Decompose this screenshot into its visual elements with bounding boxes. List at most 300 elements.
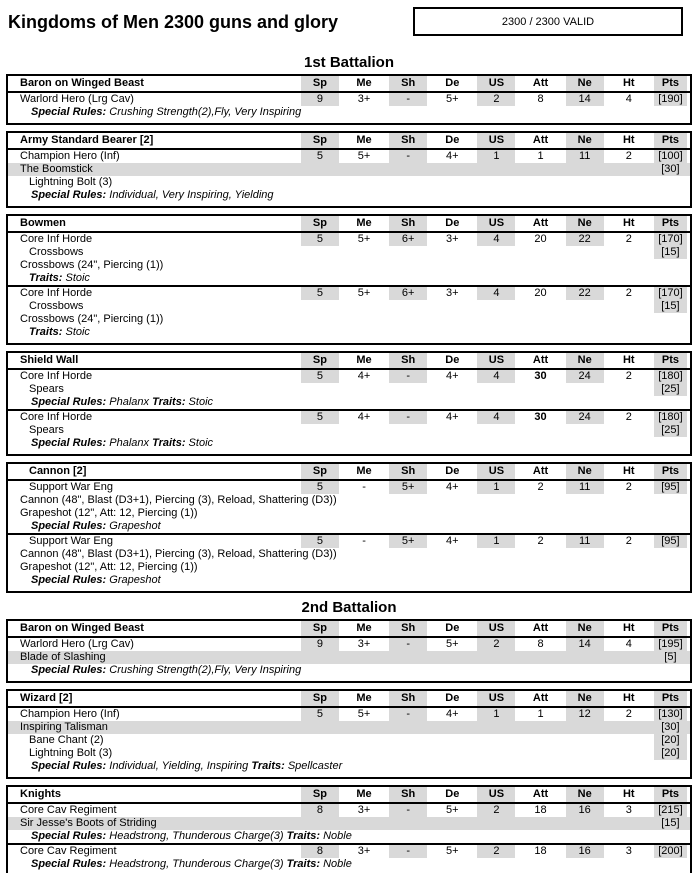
- profile-type: Core Inf Horde: [7, 286, 298, 300]
- rules-cell: [7, 189, 651, 207]
- stat-value: 5: [298, 232, 342, 246]
- rules-label: Traits:: [251, 760, 285, 772]
- stat-col-header: Att: [518, 215, 562, 232]
- stat-value: 2: [537, 481, 544, 493]
- pts-value: [5]: [651, 651, 691, 664]
- profile-row: [7, 803, 691, 817]
- upgrade-name: Spears: [29, 424, 64, 436]
- stat-value: 1: [474, 707, 518, 721]
- unit-header: [7, 352, 691, 369]
- stat-col-header: Sp: [298, 215, 342, 232]
- upgrade-row: [7, 747, 691, 760]
- stat-value: 4: [474, 410, 518, 424]
- profile-type: Core Cav Regiment: [20, 804, 117, 816]
- item-name: Inspiring Talisman: [7, 721, 651, 734]
- stat-value: 24: [563, 410, 607, 424]
- profile-row: [7, 534, 691, 548]
- unit-block: [7, 803, 691, 844]
- stat-value: 3+: [357, 638, 371, 650]
- stat-col-header: Ht: [607, 352, 651, 369]
- stat-col-header: Sp: [298, 620, 342, 637]
- pts-value: [30]: [651, 163, 691, 176]
- stat-value: 2: [474, 803, 518, 817]
- unit-name: Cannon [2]: [7, 463, 298, 480]
- stat-value: 5+: [386, 534, 430, 548]
- rules-row: [7, 396, 691, 410]
- stat-value: 22: [563, 232, 607, 246]
- rules-row: [7, 830, 691, 844]
- weapon-name: Grapeshot (12", Att: 12, Piercing (1)): [20, 561, 198, 573]
- pts-value: [215]: [651, 803, 691, 817]
- unit-block: [7, 844, 691, 873]
- pts-value: [25]: [651, 424, 691, 437]
- stat-col-header: Sp: [298, 690, 342, 707]
- stat-col-header: Ne: [563, 690, 607, 707]
- pts-value: [651, 760, 691, 778]
- stat-col-header: Ht: [607, 463, 651, 480]
- item-name: Blade of Slashing: [7, 651, 651, 664]
- pts-value: [651, 520, 691, 534]
- rules-row: [7, 189, 691, 207]
- stat-value: 5: [298, 707, 342, 721]
- rules-text: Stoic: [62, 272, 90, 284]
- stat-value: 3+: [430, 286, 474, 300]
- stat-value: 5+: [342, 286, 386, 300]
- profile-type: Support War Eng: [7, 534, 298, 548]
- upgrade-row: [7, 246, 691, 259]
- stat-col-header: Att: [518, 352, 562, 369]
- item-name: Sir Jesse's Boots of Striding: [7, 817, 651, 830]
- weapon-name: Crossbows (24", Piercing (1)): [20, 313, 164, 325]
- stat-value: 4: [625, 638, 632, 650]
- profile-type: Core Inf Horde: [20, 233, 93, 245]
- unit-header-row: [7, 690, 691, 707]
- unit-table: [6, 462, 692, 593]
- unit-name: Knights: [7, 786, 298, 803]
- stat-value: 3+: [342, 844, 386, 858]
- upgrade-row: [7, 424, 691, 437]
- stat-col-header: Me: [342, 352, 386, 369]
- stat-value: 2: [625, 481, 632, 493]
- pts-value: [651, 326, 691, 344]
- army-list: [6, 54, 692, 873]
- stat-col-header: Sh: [386, 352, 430, 369]
- stat-value: 3+: [357, 804, 371, 816]
- upgrade-name: Lightning Bolt (3): [29, 747, 113, 759]
- stat-col-header: Sh: [386, 132, 430, 149]
- pts-value: [100]: [651, 149, 691, 163]
- stat-value: 3+: [357, 93, 371, 105]
- item-row: [7, 651, 691, 664]
- battalion-heading: 1st Battalion: [303, 54, 394, 71]
- stat-col-header: Sp: [298, 132, 342, 149]
- unit-table: [6, 131, 692, 208]
- stat-col-header: De: [430, 786, 474, 803]
- stat-value: 4+: [446, 708, 459, 720]
- stat-value: 3: [625, 804, 632, 816]
- unit-header-row: [7, 463, 691, 480]
- stat-value: 2: [474, 844, 518, 858]
- stat-col-header: Ne: [563, 352, 607, 369]
- rules-text: Grapeshot: [106, 520, 161, 532]
- stat-col-header: Att: [518, 75, 562, 92]
- stat-col-header: Att: [518, 463, 562, 480]
- unit-block: [7, 480, 691, 534]
- stat-col-header: Ne: [563, 463, 607, 480]
- upgrade-name: Crossbows: [29, 246, 84, 258]
- stat-value: 4: [474, 286, 518, 300]
- stat-value: 20: [518, 286, 562, 300]
- stat-value: 14: [563, 92, 607, 106]
- rules-label: Traits:: [152, 437, 186, 449]
- unit-name: Wizard [2]: [7, 690, 298, 707]
- pts-value: [651, 858, 691, 873]
- stat-col-header: Sp: [298, 463, 342, 480]
- unit-block: [7, 92, 691, 124]
- stat-value: -: [342, 534, 386, 548]
- stat-col-header: Ne: [563, 132, 607, 149]
- weapon-row: [7, 259, 691, 272]
- rules-label: Special Rules:: [31, 106, 107, 118]
- unit-block: [7, 369, 691, 410]
- pts-value: [200]: [651, 844, 691, 858]
- stat-col-header: Sh: [386, 215, 430, 232]
- stat-value: 5+: [446, 638, 459, 650]
- stat-col-header: Ne: [563, 620, 607, 637]
- stat-value: 5: [298, 480, 342, 494]
- stat-col-header: US: [474, 620, 518, 637]
- stat-value: 4+: [430, 410, 474, 424]
- stat-value: -: [386, 149, 430, 163]
- stat-col-header: US: [474, 352, 518, 369]
- pts-value: [170]: [651, 232, 691, 246]
- stat-value: 1: [474, 534, 518, 548]
- profile-row: [7, 637, 691, 651]
- pts-value: [190]: [651, 92, 691, 106]
- unit-name: Bowmen: [7, 215, 298, 232]
- stat-value: -: [386, 707, 430, 721]
- pts-value: [651, 437, 691, 455]
- stat-value: 2: [607, 286, 651, 300]
- page-header: [6, 7, 692, 38]
- stat-value: 18: [518, 844, 562, 858]
- unit-block: [7, 232, 691, 286]
- pts-value: [25]: [651, 383, 691, 396]
- rules-row: [7, 272, 691, 286]
- stat-col-header: Sh: [386, 75, 430, 92]
- pts-value: [651, 106, 691, 124]
- stat-col-header: Pts: [651, 620, 691, 637]
- stat-value: 9: [298, 637, 342, 651]
- stat-value: 5: [298, 534, 342, 548]
- stat-col-header: US: [474, 463, 518, 480]
- unit-header: [7, 215, 691, 232]
- rules-text: Headstrong, Thunderous Charge(3): [106, 830, 287, 842]
- stat-value: 5+: [386, 480, 430, 494]
- stat-value: 1: [474, 480, 518, 494]
- unit-header: [7, 690, 691, 707]
- rules-text: Stoic: [185, 396, 214, 408]
- upgrade-row: [7, 300, 691, 313]
- stat-col-header: Pts: [651, 215, 691, 232]
- stat-col-header: US: [474, 690, 518, 707]
- profile-type: Champion Hero (Inf): [20, 708, 120, 720]
- stat-value: [518, 410, 562, 424]
- unit-header: [7, 620, 691, 637]
- stat-col-header: Pts: [651, 786, 691, 803]
- unit-table: [6, 351, 692, 456]
- rules-text: Phalanx: [106, 396, 153, 408]
- stat-value: 4+: [357, 370, 371, 382]
- unit-block: [7, 149, 691, 207]
- stat-value: 4+: [446, 481, 459, 493]
- pts-value: [15]: [651, 300, 691, 313]
- stat-value: 16: [563, 844, 607, 858]
- stat-value: 24: [563, 369, 607, 383]
- unit-name: Army Standard Bearer [2]: [7, 132, 298, 149]
- rules-row: [7, 574, 691, 592]
- upgrade-name: Lightning Bolt (3): [29, 176, 113, 188]
- stat-col-header: Ht: [607, 215, 651, 232]
- page-title: Kingdoms of Men 2300 guns and glory: [8, 12, 339, 32]
- weapon-row: [7, 561, 691, 574]
- stat-value: [518, 369, 562, 383]
- stat-col-header: Sh: [386, 463, 430, 480]
- stat-col-header: Sh: [386, 620, 430, 637]
- stat-value: 11: [563, 480, 607, 494]
- stat-value: -: [362, 481, 366, 493]
- stat-value: 1: [537, 708, 544, 720]
- stat-col-header: Pts: [651, 463, 691, 480]
- stat-col-header: Ht: [607, 690, 651, 707]
- unit-header-row: [7, 620, 691, 637]
- pts-value: [180]: [651, 410, 691, 424]
- unit-name: Baron on Winged Beast: [7, 620, 298, 637]
- stat-value: 8: [298, 803, 342, 817]
- profile-row: [7, 232, 691, 246]
- pts-value: [20]: [651, 747, 691, 760]
- stat-value: 5+: [357, 233, 371, 245]
- item-row: [7, 721, 691, 734]
- upgrade-name: Spears: [29, 383, 64, 395]
- stat-col-header: De: [430, 690, 474, 707]
- upgrade-row: [7, 734, 691, 747]
- rules-label: Special Rules:: [31, 858, 107, 870]
- stat-value: -: [386, 844, 430, 858]
- unit-header-row: [7, 132, 691, 149]
- stat-value: 14: [563, 637, 607, 651]
- rules-text: Individual, Yielding, Inspiring: [106, 760, 252, 772]
- rules-label: Special Rules:: [31, 189, 107, 201]
- profile-type: Core Inf Horde: [20, 370, 93, 382]
- unit-table: [6, 74, 692, 125]
- stat-col-header: Pts: [651, 352, 691, 369]
- weapon-row: [7, 548, 691, 561]
- stat-col-header: Me: [342, 690, 386, 707]
- weapon-name: Crossbows (24", Piercing (1)): [20, 259, 164, 271]
- rules-label: Special Rules:: [31, 520, 107, 532]
- stat-col-header: Sh: [386, 786, 430, 803]
- pts-value: [651, 561, 691, 574]
- stat-value: 4: [625, 93, 632, 105]
- stat-col-header: Ht: [607, 132, 651, 149]
- stat-value: -: [386, 637, 430, 651]
- stat-col-header: US: [474, 75, 518, 92]
- stat-col-header: Ht: [607, 786, 651, 803]
- stat-value: 8: [298, 844, 342, 858]
- stat-value: 2: [607, 410, 651, 424]
- pts-value: [651, 272, 691, 286]
- pts-value: [170]: [651, 286, 691, 300]
- stat-value: 2: [518, 534, 562, 548]
- rules-cell: [7, 830, 651, 844]
- stat-col-header: De: [430, 75, 474, 92]
- rules-text: Crushing Strength(2),Fly, Very Inspiring: [106, 664, 302, 676]
- stat-col-header: De: [430, 352, 474, 369]
- stat-col-header: Pts: [651, 690, 691, 707]
- stat-value: 2: [474, 92, 518, 106]
- stat-value: 8: [537, 93, 544, 105]
- stat-col-header: Ht: [607, 620, 651, 637]
- profile-type: Support War Eng: [29, 481, 113, 493]
- unit-block: [7, 534, 691, 592]
- profile-type: Warlord Hero (Lrg Cav): [20, 93, 134, 105]
- pts-value: [651, 830, 691, 844]
- stat-col-header: Pts: [651, 132, 691, 149]
- weapon-row: [7, 507, 691, 520]
- stat-value: 2: [607, 534, 651, 548]
- pts-value: [651, 548, 691, 561]
- rules-text: Noble: [320, 830, 352, 842]
- rules-row: [7, 858, 691, 873]
- stat-col-header: Pts: [651, 75, 691, 92]
- unit-header: [7, 463, 691, 480]
- stat-col-header: US: [474, 786, 518, 803]
- stat-value: 4+: [446, 370, 459, 382]
- stat-value: 2: [625, 150, 632, 162]
- rules-row: [7, 664, 691, 682]
- weapon-name: Grapeshot (12", Att: 12, Piercing (1)): [20, 507, 198, 519]
- stat-value: 5+: [446, 93, 459, 105]
- stat-value: 5+: [357, 708, 371, 720]
- stat-value: 5: [298, 149, 342, 163]
- profile-type: Core Cav Regiment: [7, 844, 298, 858]
- rules-cell: [7, 760, 651, 778]
- stat-value: 6+: [386, 232, 430, 246]
- rules-row: [7, 760, 691, 778]
- rules-label: Traits:: [29, 272, 63, 284]
- pts-value: [651, 176, 691, 189]
- stat-value: 11: [563, 534, 607, 548]
- unit-table: [6, 619, 692, 683]
- stat-value: 5: [298, 286, 342, 300]
- stat-col-header: Ht: [607, 75, 651, 92]
- stat-value: 5+: [357, 150, 371, 162]
- unit-table: [6, 689, 692, 779]
- unit-name: Baron on Winged Beast: [7, 75, 298, 92]
- stat-value: 18: [534, 804, 547, 816]
- rules-cell: [7, 520, 651, 534]
- pts-value: [130]: [651, 707, 691, 721]
- rules-cell: [7, 106, 651, 124]
- weapon-row: [7, 494, 691, 507]
- stat-col-header: De: [430, 215, 474, 232]
- stat-value: 8: [537, 638, 544, 650]
- stat-value: 5+: [430, 844, 474, 858]
- stat-value: 5+: [446, 804, 459, 816]
- stat-col-header: Sp: [298, 75, 342, 92]
- rules-row: [7, 326, 691, 344]
- pts-value: [15]: [651, 246, 691, 259]
- stat-value: 12: [563, 707, 607, 721]
- rules-text: Stoic: [185, 437, 214, 449]
- stat-value: -: [386, 369, 430, 383]
- pts-value: [651, 259, 691, 272]
- rules-label: Special Rules:: [31, 437, 107, 449]
- stat-col-header: Att: [518, 620, 562, 637]
- profile-type: Core Inf Horde: [7, 410, 298, 424]
- stat-value: 2: [474, 637, 518, 651]
- stat-value: 3: [607, 844, 651, 858]
- stat-col-header: Ne: [563, 786, 607, 803]
- army-list-page: [6, 0, 692, 873]
- rules-label: Traits:: [286, 830, 321, 842]
- profile-row: [7, 480, 691, 494]
- upgrade-name: Crossbows: [29, 300, 84, 312]
- upgrade-row: [7, 383, 691, 396]
- unit-header-row: [7, 352, 691, 369]
- stat-col-header: US: [474, 132, 518, 149]
- stat-col-header: Att: [518, 786, 562, 803]
- stat-value: 1: [537, 150, 544, 162]
- pts-value: [651, 664, 691, 682]
- rules-row: [7, 520, 691, 534]
- stat-value: 6+: [386, 286, 430, 300]
- battalion-heading: 2nd Battalion: [301, 599, 397, 616]
- unit-table: [6, 214, 692, 345]
- stat-col-header: Sh: [386, 690, 430, 707]
- rules-cell: [7, 326, 651, 344]
- stat-value: -: [386, 803, 430, 817]
- pts-value: [180]: [651, 369, 691, 383]
- stat-value: 1: [474, 149, 518, 163]
- rules-label: Traits:: [152, 396, 186, 408]
- stat-value: 2: [625, 233, 632, 245]
- rules-label: Special Rules:: [31, 396, 107, 408]
- rules-cell: [7, 437, 651, 455]
- item-row: [7, 163, 691, 176]
- unit-name: Shield Wall: [7, 352, 298, 369]
- stat-value: 22: [563, 286, 607, 300]
- rules-text: Grapeshot: [106, 574, 161, 586]
- pts-value: [30]: [651, 721, 691, 734]
- stat-value: 3+: [446, 233, 459, 245]
- item-row: [7, 817, 691, 830]
- rules-text: Phalanx: [106, 437, 153, 449]
- stat-value: 2: [625, 370, 632, 382]
- profile-row: [7, 149, 691, 163]
- profile-row: [7, 410, 691, 424]
- stat-value: 4+: [446, 150, 459, 162]
- stat-col-header: Ne: [563, 75, 607, 92]
- rules-cell: [7, 272, 651, 286]
- stat-col-header: Sp: [298, 786, 342, 803]
- unit-header: [7, 132, 691, 149]
- upgrade-row: [7, 176, 691, 189]
- stat-col-header: De: [430, 132, 474, 149]
- unit-header-row: [7, 786, 691, 803]
- stat-value: 20: [534, 233, 547, 245]
